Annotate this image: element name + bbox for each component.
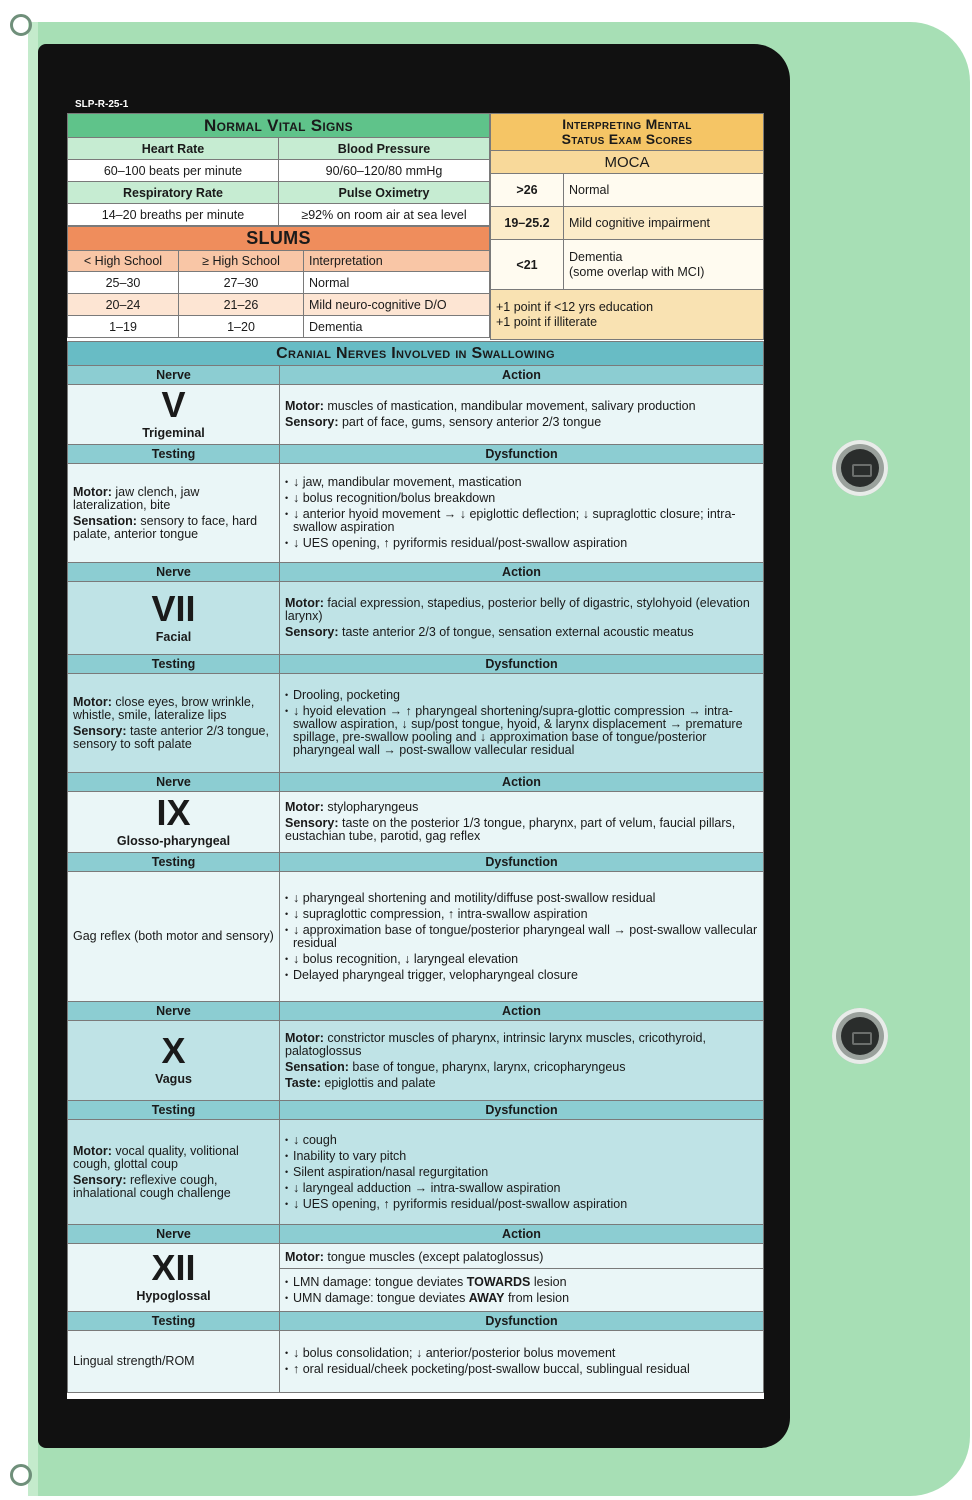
dysfunction-header: Dysfunction <box>280 655 764 674</box>
taste-text: epiglottis and palate <box>324 1075 436 1090</box>
dysfunction-item: • ↓ bolus consolidation; ↓ anterior/posterior bolus movement <box>285 1347 758 1360</box>
taste-label: Taste: <box>285 1075 321 1090</box>
sensation-text: base of tongue, pharynx, larynx, cricopharyngeus <box>352 1059 626 1074</box>
motor-label: Motor: <box>285 1249 324 1264</box>
testing-sensation: taste anterior 2/3 tongue, sensory to soft palate <box>73 723 269 751</box>
binder-ring-icon <box>10 14 32 36</box>
card-content <box>67 113 764 1399</box>
dysfunction-item: • ↓ pharyngeal shortening and motility/diffuse post-swallow residual <box>285 892 758 905</box>
nerve-dysfunction <box>280 872 764 1002</box>
nerve-dysfunction <box>280 1331 764 1393</box>
moca-row <box>491 174 764 207</box>
nerve-dysfunction <box>280 674 764 773</box>
slums-cell: 25–30 <box>68 272 179 294</box>
moca-title <box>491 114 764 151</box>
sensation-label: Sensation: <box>73 513 137 528</box>
dysfunction-header: Dysfunction <box>280 853 764 872</box>
slums-cell: 1–19 <box>68 316 179 338</box>
dysfunction-item: • ↓ anterior hyoid movement → ↓ epiglottic deflection; ↓ supraglottic closure; intra-swallow aspiration <box>285 508 758 534</box>
nerve-numeral: X <box>161 1030 186 1072</box>
heart-rate-value: 60–100 beats per minute <box>68 160 279 182</box>
moca-interp-line2: (some overlap with MCI) <box>569 264 705 279</box>
dysfunction-item: • ↓ UES opening, ↑ pyriformis residual/post-swallow aspiration <box>285 1198 758 1211</box>
nerve-header: Nerve <box>68 773 280 792</box>
nerve-name: Glosso-pharyngeal <box>116 833 231 848</box>
dysfunction-header: Dysfunction <box>280 1101 764 1120</box>
lmn-item <box>285 1276 758 1289</box>
slums-row <box>68 316 490 338</box>
slums-cell: 20–24 <box>68 294 179 316</box>
lmn-emphasis: TOWARDS <box>466 1274 531 1289</box>
action-header: Action <box>280 1225 764 1244</box>
motor-text: tongue muscles (except palatoglossus) <box>327 1249 544 1264</box>
motor-label: Motor: <box>285 399 324 413</box>
nerve-header: Nerve <box>68 1225 280 1244</box>
nerve-action <box>280 1021 764 1101</box>
nerve-numeral: XII <box>151 1247 196 1289</box>
binder-hole-icon <box>832 440 888 496</box>
nerve-name: Facial <box>155 629 192 644</box>
testing-motor: close eyes, brow wrinkle, whistle, smile, lateralize lips <box>73 694 255 722</box>
moca-interp: Mild cognitive impairment <box>564 207 764 240</box>
nerve-action <box>280 385 764 445</box>
nerve-header: Nerve <box>68 366 280 385</box>
nerve-testing: Gag reflex (both motor and sensory) <box>68 872 280 1002</box>
nerve-name: Vagus <box>155 1072 192 1087</box>
dysfunction-item: • Drooling, pocketing <box>285 689 758 702</box>
moca-title-line1: Interpreting Mental <box>562 116 692 132</box>
moca-score: 19–25.2 <box>491 207 564 240</box>
sensation-label: Sensation: <box>285 1059 349 1074</box>
dysfunction-header: Dysfunction <box>280 1312 764 1331</box>
umn-text: UMN damage: tongue deviates <box>293 1290 469 1305</box>
sensory-label: Sensory: <box>285 625 339 639</box>
cranial-title: Cranial Nerves Involved in Swallowing <box>68 342 764 366</box>
sensory-label: Sensory: <box>285 816 339 830</box>
slums-cell: Dementia <box>304 316 490 338</box>
nerve-name: Trigeminal <box>142 426 205 441</box>
dysfunction-item: • Inability to vary pitch <box>285 1150 758 1163</box>
moca-title-line2: Status Exam Scores <box>561 131 693 147</box>
nerve-name: Hypoglossal <box>136 1289 211 1304</box>
motor-text: constrictor muscles of pharynx, intrinsic larynx muscles, cricothyroid, palatoglossus <box>285 1030 706 1058</box>
motor-label: Motor: <box>73 694 112 709</box>
nerve-header: Nerve <box>68 1002 280 1021</box>
slums-cell: 1–20 <box>179 316 304 338</box>
motor-text: facial expression, stapedius, posterior belly of digastric, stylohyoid (elevation larynx) <box>285 596 750 623</box>
umn-item <box>285 1292 758 1305</box>
slums-col-hs: ≥ High School <box>179 251 304 272</box>
heart-rate-header: Heart Rate <box>68 138 279 160</box>
nerve-testing <box>68 674 280 773</box>
cranial-nerves-table <box>67 341 764 1393</box>
binder-hole-icon <box>832 1008 888 1064</box>
dysfunction-item: • Delayed pharyngeal trigger, velopharyngeal closure <box>285 969 758 982</box>
moca-note-line1: +1 point if <12 yrs education <box>496 299 654 314</box>
lmn-text: LMN damage: tongue deviates <box>293 1274 467 1289</box>
lmn-text-end: lesion <box>530 1274 567 1289</box>
sensory-text: taste anterior 2/3 of tongue, sensation external acoustic meatus <box>341 625 694 639</box>
nerve-action <box>280 792 764 853</box>
nerve-dysfunction <box>280 1120 764 1225</box>
slums-title: SLUMS <box>68 227 490 251</box>
moca-note <box>491 290 764 340</box>
motor-label: Motor: <box>73 1143 112 1158</box>
vitals-title: Normal Vital Signs <box>68 114 490 138</box>
moca-score: <21 <box>491 240 564 290</box>
dysfunction-item: • ↑ oral residual/cheek pocketing/post-swallow buccal, sublingual residual <box>285 1363 758 1376</box>
moca-block <box>490 113 764 340</box>
pulse-oximetry-header: Pulse Oximetry <box>279 182 490 204</box>
nerve-vii <box>68 582 280 655</box>
sensory-label: Sensory: <box>285 415 339 429</box>
sensory-label: Sensory: <box>73 723 127 738</box>
nerve-header: Nerve <box>68 563 280 582</box>
testing-header: Testing <box>68 1312 280 1331</box>
motor-label: Motor: <box>285 1030 324 1045</box>
testing-sensation: reflexive cough, inhalational cough challenge <box>73 1172 231 1200</box>
testing-header: Testing <box>68 1101 280 1120</box>
dysfunction-item: • ↓ bolus recognition/bolus breakdown <box>285 492 758 505</box>
moca-score: >26 <box>491 174 564 207</box>
dysfunction-item: • ↓ hyoid elevation → ↑ pharyngeal shortening/supra-glottic compression → intra-swallow aspiration, ↓ sup/post tongue, hyoid, & larynx displacement → premature spillage, pre-swallow pooling and ↓ approximation base of tongue/posterior pharyngeal wall → post-swallow vallecular residual <box>285 705 758 757</box>
respiratory-rate-header: Respiratory Rate <box>68 182 279 204</box>
moca-row <box>491 207 764 240</box>
slums-row <box>68 294 490 316</box>
moca-subtitle: MOCA <box>491 151 764 174</box>
nerve-x <box>68 1021 280 1101</box>
slums-cell: 27–30 <box>179 272 304 294</box>
nerve-testing <box>68 1120 280 1225</box>
dysfunction-item: • ↓ approximation base of tongue/posterior pharyngeal wall → post-swallow vallecular residual <box>285 924 758 950</box>
dysfunction-item: • ↓ supraglottic compression, ↑ intra-swallow aspiration <box>285 908 758 921</box>
nerve-action <box>280 1244 764 1312</box>
testing-motor: vocal quality, volitional cough, glottal coup <box>73 1143 239 1171</box>
respiratory-rate-value: 14–20 breaths per minute <box>68 204 279 226</box>
slums-col-less-hs: < High School <box>68 251 179 272</box>
testing-header: Testing <box>68 655 280 674</box>
vitals-table <box>67 113 490 226</box>
moca-table <box>490 113 764 340</box>
nerve-numeral: VII <box>151 587 196 629</box>
motor-text: stylopharyngeus <box>327 800 419 814</box>
moca-interp <box>564 240 764 290</box>
dysfunction-item: • ↓ UES opening, ↑ pyriformis residual/post-swallow aspiration <box>285 537 758 550</box>
dysfunction-header: Dysfunction <box>280 445 764 464</box>
sensory-text: taste on the posterior 1/3 tongue, pharynx, part of velum, faucial pillars, eustachian tube, parotid, gag reflex <box>285 816 736 843</box>
dysfunction-item: • ↓ cough <box>285 1134 758 1147</box>
blood-pressure-value: 90/60–120/80 mmHg <box>279 160 490 182</box>
nerve-numeral: IX <box>156 791 191 833</box>
pulse-oximetry-value: ≥92% on room air at sea level <box>279 204 490 226</box>
motor-label: Motor: <box>285 596 324 610</box>
nerve-xii <box>68 1244 280 1312</box>
action-header: Action <box>280 773 764 792</box>
motor-label: Motor: <box>285 800 324 814</box>
dysfunction-item: • ↓ jaw, mandibular movement, mastication <box>285 476 758 489</box>
nerve-numeral: V <box>161 384 186 426</box>
testing-header: Testing <box>68 445 280 464</box>
nerve-testing: Lingual strength/ROM <box>68 1331 280 1393</box>
dysfunction-item: • Silent aspiration/nasal regurgitation <box>285 1166 758 1179</box>
slums-row <box>68 272 490 294</box>
sensory-text: part of face, gums, sensory anterior 2/3 tongue <box>341 415 602 429</box>
action-header: Action <box>280 563 764 582</box>
motor-label: Motor: <box>73 484 112 499</box>
motor-text: muscles of mastication, mandibular movement, salivary production <box>327 399 696 413</box>
umn-text-end: from lesion <box>504 1290 570 1305</box>
nerve-dysfunction <box>280 464 764 563</box>
dysfunction-item: • ↓ laryngeal adduction → intra-swallow aspiration <box>285 1182 758 1195</box>
clipboard-edge <box>28 22 38 1496</box>
nerve-ix <box>68 792 280 853</box>
nerve-action <box>280 582 764 655</box>
slums-cell: Normal <box>304 272 490 294</box>
sensory-label: Sensory: <box>73 1172 127 1187</box>
slums-cell: 21–26 <box>179 294 304 316</box>
product-code: SLP-R-25-1 <box>75 99 129 110</box>
moca-interp-line1: Dementia <box>569 249 623 264</box>
vitals-slums-block <box>67 113 490 338</box>
testing-sensation: sensory to face, hard palate, anterior tongue <box>73 513 258 541</box>
blood-pressure-header: Blood Pressure <box>279 138 490 160</box>
action-header: Action <box>280 366 764 385</box>
dysfunction-item: • ↓ bolus recognition, ↓ laryngeal elevation <box>285 953 758 966</box>
moca-row <box>491 240 764 290</box>
slums-table <box>67 226 490 338</box>
slums-col-interp: Interpretation <box>304 251 490 272</box>
nerve-v <box>68 385 280 445</box>
testing-motor: jaw clench, jaw lateralization, bite <box>73 484 200 512</box>
nerve-testing <box>68 464 280 563</box>
moca-interp: Normal <box>564 174 764 207</box>
umn-emphasis: AWAY <box>468 1290 505 1305</box>
testing-header: Testing <box>68 853 280 872</box>
moca-note-line2: +1 point if illiterate <box>496 314 598 329</box>
action-header: Action <box>280 1002 764 1021</box>
slums-cell: Mild neuro-cognitive D/O <box>304 294 490 316</box>
binder-ring-icon <box>10 1464 32 1486</box>
cranial-nerves-block <box>67 341 764 1393</box>
